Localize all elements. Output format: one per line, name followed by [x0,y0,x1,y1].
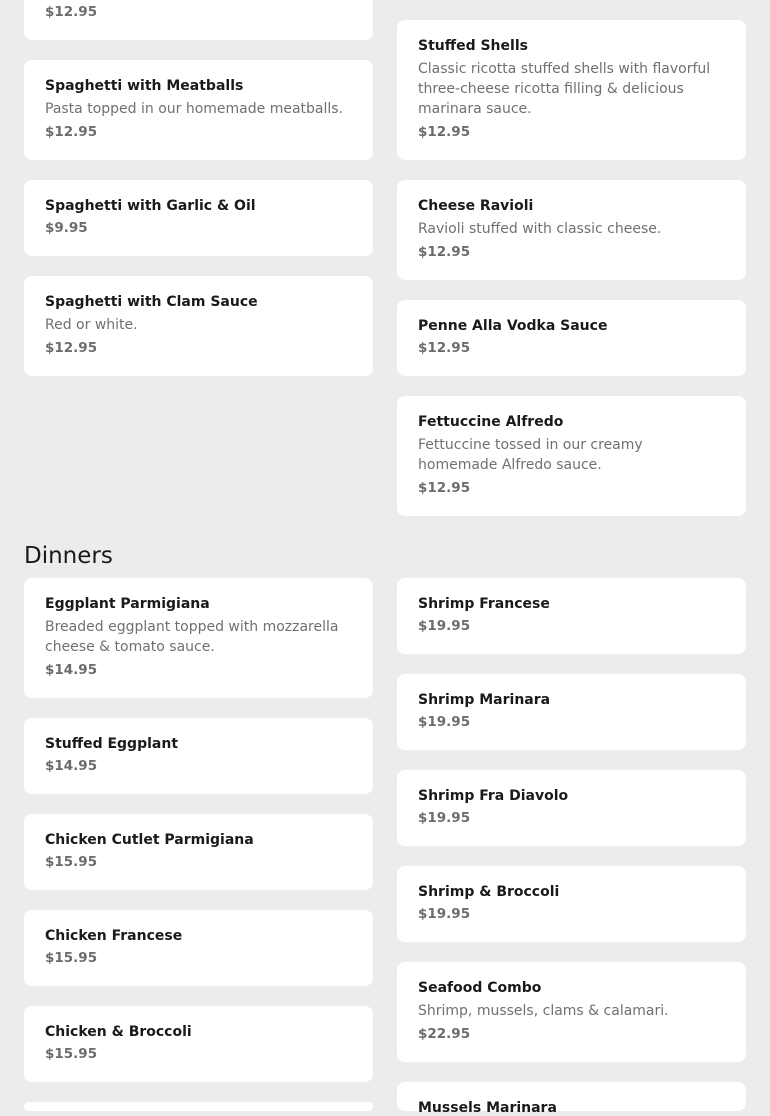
menu-item-card[interactable] [397,578,746,654]
menu-item-card[interactable] [397,180,746,280]
item-name: Shrimp Marinara [418,692,551,708]
item-name: Cheese Ravioli [418,198,534,214]
item-name: Spaghetti with Meatballs [45,78,244,94]
item-price: $15.95 [45,854,98,870]
menu-item-card[interactable] [397,1082,746,1116]
item-price: $9.95 [45,220,88,236]
menu-item-card[interactable] [24,814,373,890]
item-description: Fettuccine tossed in our creamy homemade Alfredo sauce. [418,437,643,473]
item-price: $12.95 [418,124,471,140]
item-name: Fettuccine Alfredo [418,414,564,430]
item-price: $12.95 [418,244,471,260]
item-price: $19.95 [418,810,471,826]
section-title-dinners: Dinners [24,543,113,569]
menu-item-card[interactable] [24,910,373,986]
item-price: $19.95 [418,618,471,634]
item-price: $19.95 [418,714,471,730]
item-description: Breaded eggplant topped with mozzarella cheese & tomato sauce. [45,619,339,655]
item-name: Penne Alla Vodka Sauce [418,318,608,334]
item-description: Shrimp, mussels, clams & calamari. [418,1003,669,1019]
item-name: Spaghetti with Clam Sauce [45,294,258,310]
menu-item-card[interactable] [24,578,373,698]
item-name: Shrimp Fra Diavolo [418,788,569,804]
menu-item-card[interactable] [397,300,746,376]
menu-item-card[interactable] [397,866,746,942]
menu-item-card[interactable] [24,1102,373,1111]
item-price: $12.95 [45,4,98,20]
item-price: $14.95 [45,758,98,774]
item-name: Eggplant Parmigiana [45,596,210,612]
item-name: Chicken & Broccoli [45,1024,192,1040]
menu-item-card[interactable] [397,20,746,160]
menu-item-card[interactable] [397,770,746,846]
item-price: $12.95 [418,480,471,496]
item-description: Classic ricotta stuffed shells with flavorful three-cheese ricotta filling & delicious marinara sauce. [418,61,711,117]
item-price: $15.95 [45,1046,98,1062]
menu-item-card[interactable] [24,718,373,794]
item-price: $14.95 [45,662,98,678]
item-price: $19.95 [418,906,471,922]
menu-item-card[interactable] [397,396,746,516]
item-name: Mussels Marinara [418,1100,557,1116]
item-name: Stuffed Eggplant [45,736,179,752]
menu-item-card[interactable] [24,60,373,160]
item-description: Red or white. [45,317,138,333]
item-price: $12.95 [45,340,98,356]
item-name: Stuffed Shells [418,38,528,54]
item-name: Seafood Combo [418,980,542,996]
menu-item-card[interactable] [397,962,746,1062]
item-name: Chicken Francese [45,928,183,944]
item-name: Spaghetti with Garlic & Oil [45,198,256,214]
item-price: $22.95 [418,1026,471,1042]
item-price: $12.95 [418,340,471,356]
menu-item-card[interactable] [24,1006,373,1082]
menu-item-card[interactable] [24,180,373,256]
item-price: $12.95 [45,124,98,140]
menu-item-card[interactable] [397,674,746,750]
item-name: Shrimp Francese [418,596,550,612]
item-description: Ravioli stuffed with classic cheese. [418,221,662,237]
menu-item-card[interactable] [24,0,373,40]
item-name: Shrimp & Broccoli [418,884,560,900]
item-name: Chicken Cutlet Parmigiana [45,832,254,848]
item-price: $15.95 [45,950,98,966]
item-description: Pasta topped in our homemade meatballs. [45,101,344,117]
menu-item-card[interactable] [24,276,373,376]
